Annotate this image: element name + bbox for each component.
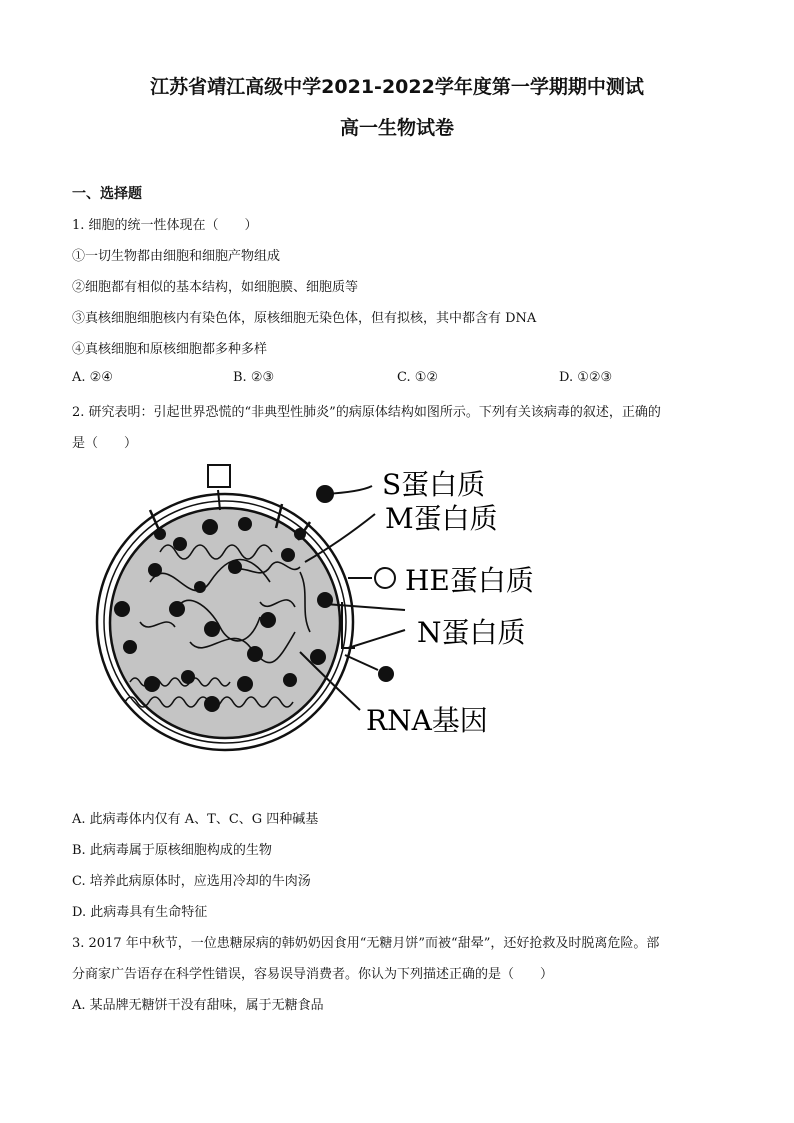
q2-stem-line2: 是（ ） — [72, 436, 138, 451]
q2-option-a: A. 此病毒体内仅有 A、T、C、G 四种碱基 — [72, 812, 319, 827]
q1-option-d: D. ①②③ — [559, 370, 613, 385]
section-heading: 一、选择题 — [72, 186, 142, 202]
q2-option-b: B. 此病毒属于原核细胞构成的生物 — [72, 843, 272, 858]
label-rna-gene: RNA基因 — [366, 704, 488, 737]
label-n-protein: N蛋白质 — [417, 616, 526, 649]
q3-stem-line1: 3. 2017 年中秋节，一位患糖尿病的韩奶奶因食用“无糖月饼”而被“甜晕”，还好抢救及时脱离危险。部 — [72, 936, 660, 951]
q1-option-c: C. ①② — [397, 370, 439, 385]
q1-item-1: ①一切生物都由细胞和细胞产物组成 — [72, 249, 281, 264]
q3-option-a: A. 某品牌无糖饼干没有甜味，属于无糖食品 — [72, 998, 324, 1013]
q1-item-3: ③真核细胞细胞核内有染色体，原核细胞无染色体，但有拟核，其中都含有 DNA — [72, 311, 537, 326]
q1-item-4: ④真核细胞和原核细胞都多种多样 — [72, 342, 268, 357]
q1-option-b: B. ②③ — [233, 370, 275, 385]
virus-structure-figure — [0, 452, 794, 782]
label-he-protein: HE蛋白质 — [405, 564, 534, 597]
viral-core — [110, 508, 340, 738]
q1-item-2: ②细胞都有相似的基本结构，如细胞膜、细胞质等 — [72, 280, 359, 295]
label-s-protein: S蛋白质 — [382, 468, 486, 501]
exam-subtitle: 高一生物试卷 — [339, 117, 454, 139]
label-m-protein: M蛋白质 — [385, 502, 498, 535]
q2-option-c: C. 培养此病原体时，应选用冷却的牛肉汤 — [72, 874, 311, 889]
q2-stem-line1: 2. 研究表明：引起世界恐慌的“非典型性肺炎”的病原体结构如图所示。下列有关该病毒的叙述，正确的 — [72, 405, 661, 420]
exam-title: 江苏省靖江高级中学2021-2022学年度第一学期期中测试 — [150, 76, 644, 98]
q2-option-d: D. 此病毒具有生命特征 — [72, 905, 208, 920]
q3-stem-line2: 分商家广告语存在科学性错误，容易误导消费者。你认为下列描述正确的是（ ） — [72, 967, 554, 982]
he-protein-top — [208, 465, 230, 487]
q1-option-a: A. ②④ — [72, 370, 113, 385]
q1-stem: 1. 细胞的统一性体现在（ ） — [72, 218, 258, 233]
